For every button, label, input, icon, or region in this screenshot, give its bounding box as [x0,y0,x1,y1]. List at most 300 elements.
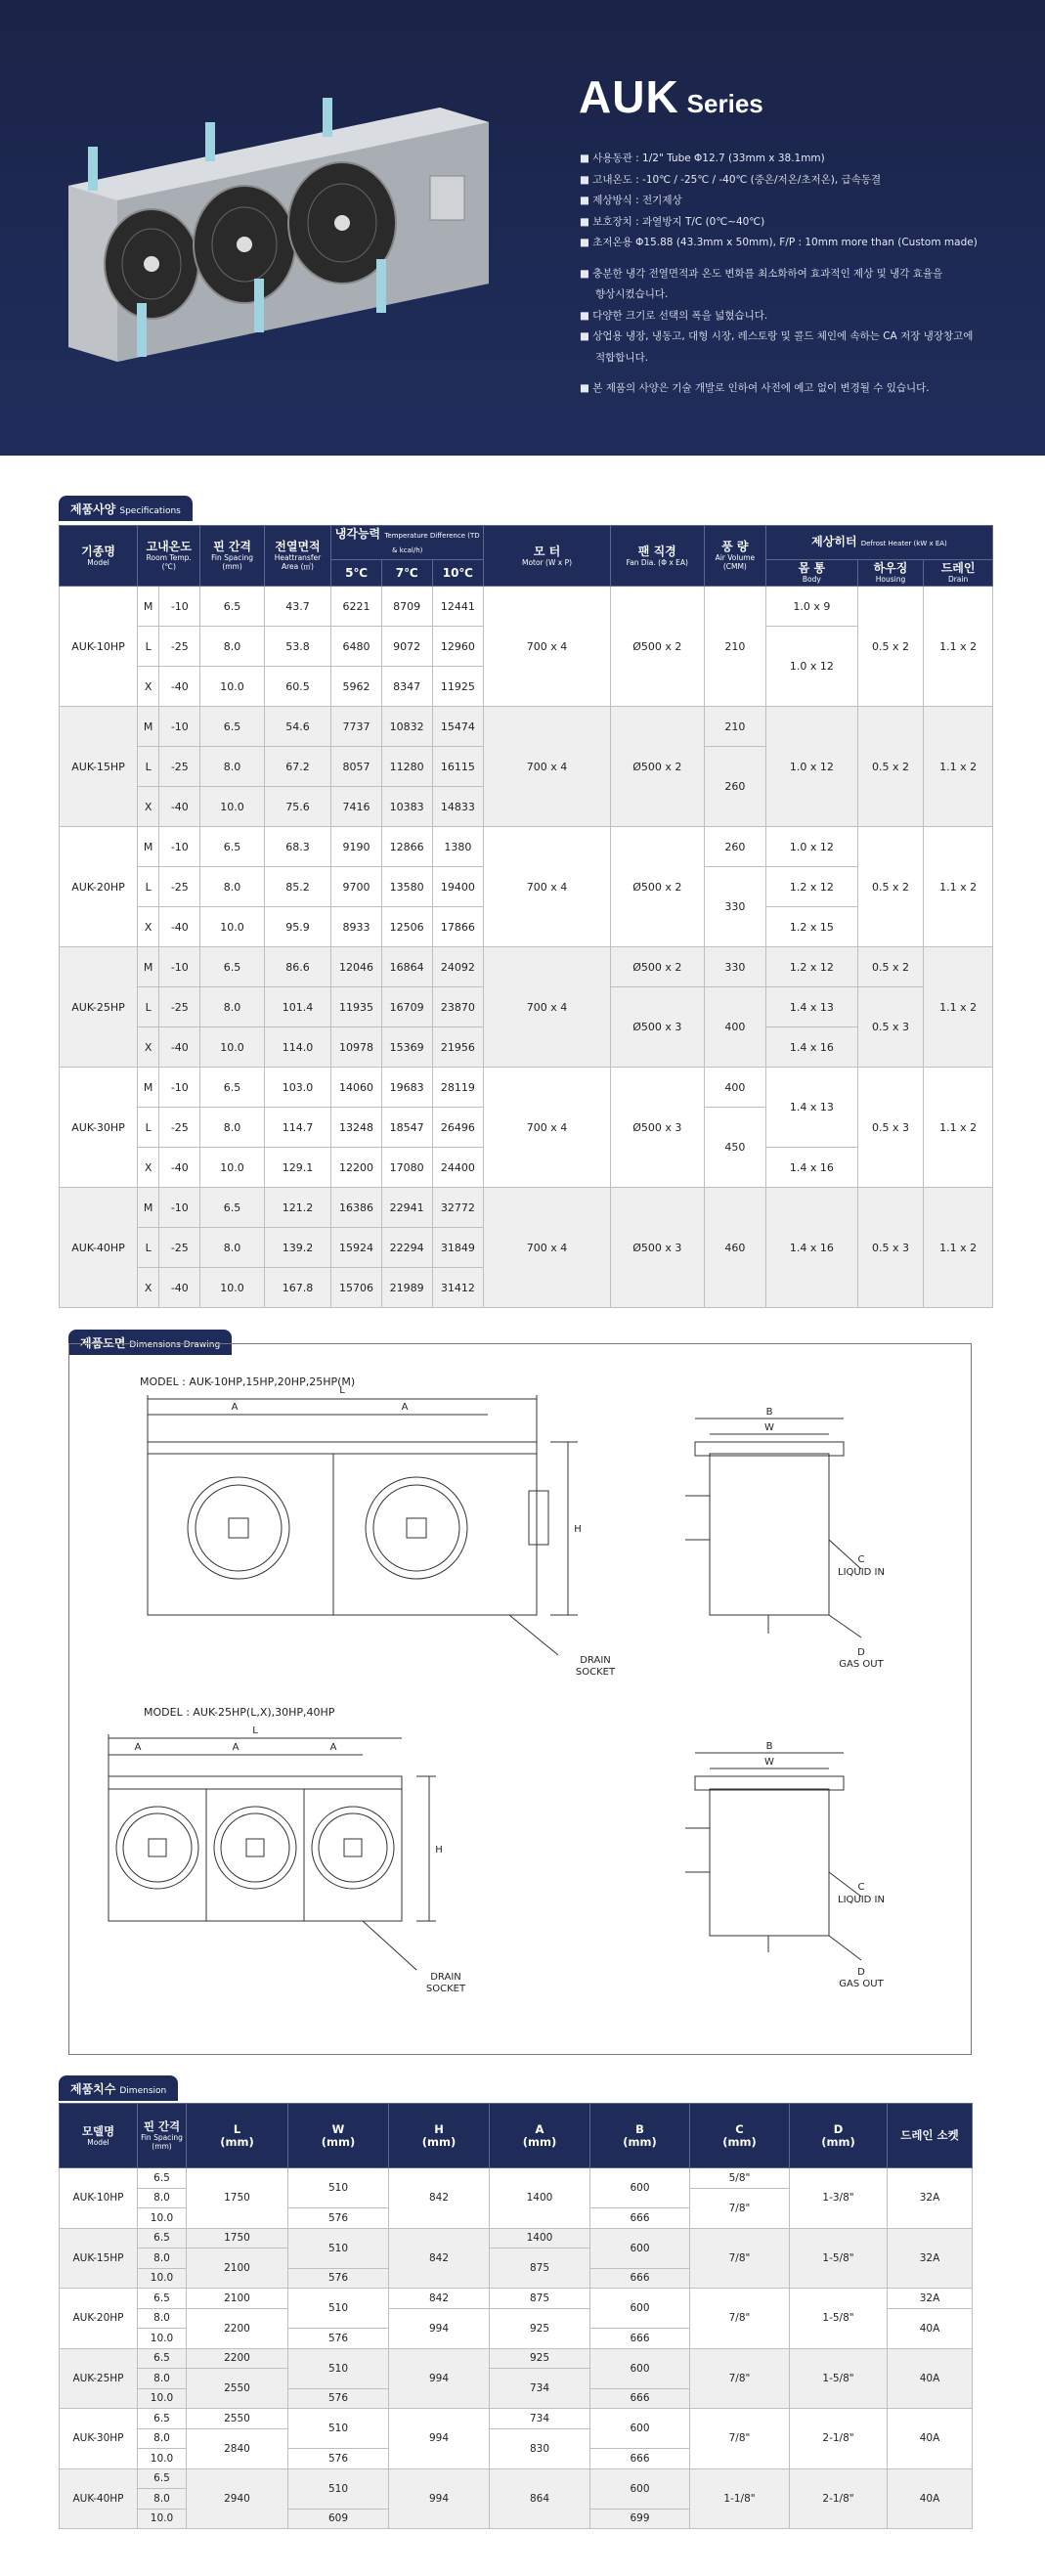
fan-cell: Ø500 x 2 [610,947,704,987]
label-a1: A [231,1402,239,1413]
dim-a-cell: 864 [490,2468,590,2529]
spec-cell: 16709 [381,987,432,1027]
fin-cell: 10.0 [138,2509,187,2529]
fin-cell: 10.0 [138,2329,187,2349]
housing-cell: 0.5 x 2 [857,947,923,987]
label-liquid-in-2: LIQUID IN [838,1895,885,1905]
dim-a-cell: 875 [490,2249,590,2289]
spec-cell: 6.5 [200,947,264,987]
fin-cell: 10.0 [138,2449,187,2469]
drain-cell: 1.1 x 2 [924,1188,993,1308]
dim-l-cell: 2840 [187,2428,288,2468]
dcol-l: L (mm) [187,2104,288,2168]
drain-cell: 1.1 x 2 [924,587,993,707]
dim-s-cell: 32A [888,2168,973,2229]
body-cell: 1.0 x 12 [765,707,857,827]
motor-cell: 700 x 4 [484,827,611,947]
model-name: AUK-20HP [60,2289,138,2349]
col-fan-dia: 팬 직경 Fan Dia. (Φ x EA) [610,526,704,587]
dim-a-cell: 925 [490,2308,590,2348]
label-liquid-in-1: LIQUID IN [838,1567,885,1578]
unit-cooler-image [29,68,518,362]
label-socket2: SOCKET [425,1984,466,1994]
spec-cell: M [138,1188,159,1228]
dim-h-cell: 994 [389,2348,490,2409]
drain-cell: 1.1 x 2 [924,827,993,947]
dim-w-cell: 510 [288,2228,389,2268]
spec-cell: 11280 [381,747,432,787]
spec-cell: 8347 [381,667,432,707]
air-cell: 210 [704,707,765,747]
spec-cell: 16115 [432,747,484,787]
spec-cell: L [138,867,159,907]
spec-cell: 23870 [432,987,484,1027]
dimension-row [60,2228,973,2249]
spec-cell: 67.2 [264,747,331,787]
label-gas-out-1: GAS OUT [839,1659,884,1670]
dim-d-cell: 1-5/8" [790,2289,888,2349]
label-drain1: DRAIN [580,1655,611,1666]
col-model: 기종명 Model [60,526,138,587]
spec-cell: 8.0 [200,987,264,1027]
housing-cell: 0.5 x 3 [857,987,923,1068]
spec-cell: 53.8 [264,627,331,667]
col-motor: 모 터 Motor (W x P) [484,526,611,587]
dcol-drain-socket: 드레인 소켓 [888,2104,973,2168]
spec-cell: 24092 [432,947,484,987]
label-c2: C [857,1882,865,1893]
series-label: Series [686,89,763,118]
fin-cell: 10.0 [138,2388,187,2409]
spec-cell: 12046 [331,947,382,987]
spec-cell: -40 [159,1268,200,1308]
dim-b-cell: 666 [590,2208,690,2229]
spec-cell: X [138,1268,159,1308]
spec-cell: M [138,587,159,627]
fin-cell: 6.5 [138,2409,187,2429]
spec-cell: 10.0 [200,667,264,707]
model-name: AUK-10HP [60,587,138,707]
spec-cell: 15706 [331,1268,382,1308]
dcol-a: A (mm) [490,2104,590,2168]
spec-row [60,1068,993,1108]
spec-cell: 7416 [331,787,382,827]
dcol-c: C (mm) [690,2104,790,2168]
model-name: AUK-30HP [60,1068,138,1188]
dimension-row [60,2409,973,2429]
fin-cell: 6.5 [138,2168,187,2189]
bullet-item: 적합합니다. [595,351,649,364]
spec-cell: 10.0 [200,1148,264,1188]
spec-cell: X [138,1027,159,1068]
body-cell: 1.4 x 16 [765,1188,857,1308]
dim-a-cell: 925 [490,2348,590,2369]
spec-row [60,1188,993,1228]
spec-cell: 6221 [331,587,382,627]
spec-cell: 10.0 [200,1027,264,1068]
spec-cell: 11925 [432,667,484,707]
dim-l-cell: 1750 [187,2228,288,2249]
motor-cell: 700 x 4 [484,707,611,827]
spec-cell: X [138,1148,159,1188]
spec-cell: 12200 [331,1148,382,1188]
fan-cell: Ø500 x 3 [610,1068,704,1188]
dim-b-cell: 666 [590,2449,690,2469]
bullet-item: ■ 다양한 크기로 선택의 폭을 넓혔습니다. [580,309,768,322]
spec-cell: 12441 [432,587,484,627]
label-w1: W [764,1422,774,1433]
spec-cell: 17080 [381,1148,432,1188]
fan-cell: Ø500 x 2 [610,707,704,827]
housing-cell: 0.5 x 2 [857,587,923,707]
dimension-row [60,2289,973,2309]
dim-w-cell: 510 [288,2348,389,2388]
drawing-model-2: MODEL : AUK-25HP(L,X),30HP,40HP [144,1706,335,1719]
housing-cell: 0.5 x 3 [857,1188,923,1308]
spec-cell: 17866 [432,907,484,947]
dim-w-cell: 510 [288,2468,389,2509]
col-room-temp: 고내온도 Room Temp. (℃) [138,526,200,587]
col-housing: 하우징 Housing [857,560,923,587]
model-name: AUK-10HP [60,2168,138,2229]
spec-cell: 14060 [331,1068,382,1108]
dim-c-cell: 7/8" [690,2409,790,2469]
bullet-item: ■ 고내온도 : -10℃ / -25℃ / -40℃ (중온/저온/초저온), 급속동결 [580,173,882,186]
dim-l-cell: 2200 [187,2308,288,2348]
label-w2: W [764,1757,774,1768]
dim-d-cell: 1-5/8" [790,2348,888,2409]
spec-cell: 114.0 [264,1027,331,1068]
body-cell: 1.0 x 9 [765,587,857,627]
air-cell: 260 [704,827,765,867]
dcol-d: D (mm) [790,2104,888,2168]
dim-d-cell: 2-1/8" [790,2409,888,2469]
dim-c-cell: 7/8" [690,2348,790,2409]
spec-cell: 22294 [381,1228,432,1268]
spec-cell: 10.0 [200,907,264,947]
dim-s-cell: 40A [888,2348,973,2409]
spec-cell: 6.5 [200,587,264,627]
label-a3: A [134,1742,142,1753]
spec-cell: 12506 [381,907,432,947]
spec-cell: 11935 [331,987,382,1027]
spec-cell: 21956 [432,1027,484,1068]
section-tab-drawing: 제품도면 Dimensions Drawing [68,1330,232,1355]
spec-cell: 75.6 [264,787,331,827]
spec-cell: X [138,667,159,707]
label-b1: B [765,1407,773,1418]
section-tab-specifications: 제품사양 Specifications [59,496,193,521]
spec-cell: -10 [159,587,200,627]
spec-cell: M [138,707,159,747]
spec-cell: 15474 [432,707,484,747]
col-defrost-heater: 제상히터 Defrost Heater (kW x EA) [765,526,992,560]
dim-w-cell: 576 [288,2208,389,2229]
col-drain: 드레인 Drain [924,560,993,587]
dcol-fin: 핀 간격 Fin Spacing (mm) [138,2104,187,2168]
spec-cell: 16864 [381,947,432,987]
fin-cell: 8.0 [138,2489,187,2510]
spec-cell: 43.7 [264,587,331,627]
spec-cell: 8933 [331,907,382,947]
label-a4: A [232,1742,239,1753]
spec-cell: 8709 [381,587,432,627]
model-name: AUK-30HP [60,2409,138,2469]
spec-cell: 8.0 [200,1228,264,1268]
fin-cell: 6.5 [138,2228,187,2249]
spec-cell: M [138,827,159,867]
air-cell: 400 [704,987,765,1068]
spec-cell: 129.1 [264,1148,331,1188]
dim-l-cell: 2100 [187,2289,288,2309]
spec-cell: 13580 [381,867,432,907]
dim-w-cell: 510 [288,2168,389,2208]
spec-cell: 24400 [432,1148,484,1188]
spec-cell: 19400 [432,867,484,907]
dim-a-cell: 734 [490,2409,590,2429]
air-cell: 450 [704,1108,765,1188]
motor-cell: 700 x 4 [484,1188,611,1308]
spec-cell: 5962 [331,667,382,707]
body-cell: 1.4 x 13 [765,987,857,1027]
spec-cell: 1380 [432,827,484,867]
dim-b-cell: 666 [590,2388,690,2409]
bullet-item: ■ 상업용 냉장, 냉동고, 대형 시장, 레스토랑 및 콜드 체인에 속하는 CA 저장 냉장창고에 [580,330,974,342]
label-l1: L [339,1385,345,1396]
col-air-volume: 풍 량 Air Volume (CMM) [704,526,765,587]
spec-cell: 14833 [432,787,484,827]
label-d2: D [857,1967,865,1978]
body-cell: 1.0 x 12 [765,827,857,867]
dim-b-cell: 699 [590,2509,690,2529]
air-cell: 330 [704,947,765,987]
spec-cell: 13248 [331,1108,382,1148]
dim-b-cell: 600 [590,2348,690,2388]
label-h1: H [574,1524,582,1535]
hero-title [579,70,763,123]
dim-w-cell: 609 [288,2509,389,2529]
dim-b-cell: 666 [590,2268,690,2289]
fin-cell: 8.0 [138,2308,187,2329]
dim-l-cell: 2940 [187,2468,288,2529]
fin-cell: 6.5 [138,2348,187,2369]
spec-cell: X [138,907,159,947]
spec-cell: 10383 [381,787,432,827]
spec-cell: 139.2 [264,1228,331,1268]
col-body: 몸 통 Body [765,560,857,587]
spec-cell: 32772 [432,1188,484,1228]
dim-d-cell: 2-1/8" [790,2468,888,2529]
housing-cell: 0.5 x 2 [857,827,923,947]
drain-cell: 1.1 x 2 [924,1068,993,1188]
spec-cell: 10978 [331,1027,382,1068]
bullet-item: ■ 사용동관 : 1/2" Tube Φ12.7 (33mm x 38.1mm) [580,153,825,164]
body-cell: 1.4 x 16 [765,1027,857,1068]
dim-b-cell: 600 [590,2228,690,2268]
dcol-b: B (mm) [590,2104,690,2168]
dim-w-cell: 576 [288,2268,389,2289]
label-drain2: DRAIN [430,1972,461,1983]
fan-cell: Ø500 x 3 [610,987,704,1068]
spec-cell: 95.9 [264,907,331,947]
drain-cell: 1.1 x 2 [924,947,993,1068]
spec-cell: -40 [159,787,200,827]
spec-cell: 19683 [381,1068,432,1108]
bullet-item: ■ 초저온용 Φ15.88 (43.3mm x 50mm), F/P : 10mm more than (Custom made) [580,237,978,248]
spec-cell: 26496 [432,1108,484,1148]
dim-a-cell: 875 [490,2289,590,2309]
dim-l-cell: 2200 [187,2348,288,2369]
dim-s-cell: 40A [888,2308,973,2348]
label-c1: C [857,1554,865,1565]
notice-text: ■ 본 제품의 사양은 기술 개발로 인하여 사전에 예고 없이 변경될 수 있습니다. [580,382,930,394]
spec-cell: 10.0 [200,787,264,827]
spec-cell: 54.6 [264,707,331,747]
spec-cell: 6.5 [200,827,264,867]
spec-cell: 10.0 [200,1268,264,1308]
fin-cell: 8.0 [138,2249,187,2269]
spec-cell: 31412 [432,1268,484,1308]
dim-b-cell: 600 [590,2289,690,2329]
dimension-table [59,2103,973,2529]
fin-cell: 8.0 [138,2369,187,2389]
spec-cell: 101.4 [264,987,331,1027]
dim-s-cell: 32A [888,2228,973,2289]
motor-cell: 700 x 4 [484,1068,611,1188]
spec-cell: 7737 [331,707,382,747]
spec-cell: 12960 [432,627,484,667]
spec-cell: 85.2 [264,867,331,907]
spec-cell: 121.2 [264,1188,331,1228]
spec-cell: 15369 [381,1027,432,1068]
model-name: AUK-20HP [60,827,138,947]
model-name: AUK-40HP [60,1188,138,1308]
fan-cell: Ø500 x 3 [610,1188,704,1308]
spec-cell: -25 [159,867,200,907]
label-d1: D [857,1647,865,1658]
spec-cell: 9072 [381,627,432,667]
fin-cell: 10.0 [138,2208,187,2229]
spec-cell: 18547 [381,1108,432,1148]
spec-cell: -40 [159,907,200,947]
dim-a-cell: 830 [490,2428,590,2468]
fan-cell: Ø500 x 2 [610,827,704,947]
model-name: AUK-15HP [60,707,138,827]
dim-h-cell: 842 [389,2289,490,2309]
spec-cell: 9190 [331,827,382,867]
housing-cell: 0.5 x 3 [857,1068,923,1188]
spec-cell: 8.0 [200,627,264,667]
spec-cell: 6.5 [200,1188,264,1228]
fin-cell: 8.0 [138,2188,187,2208]
dcol-h: H (mm) [389,2104,490,2168]
spec-cell: L [138,747,159,787]
body-cell: 1.4 x 16 [765,1148,857,1188]
spec-cell: L [138,627,159,667]
air-cell: 330 [704,867,765,947]
model-name: AUK-40HP [60,2468,138,2529]
spec-cell: 15924 [331,1228,382,1268]
dim-b-cell: 600 [590,2409,690,2449]
spec-cell: 167.8 [264,1268,331,1308]
dim-l-cell: 2100 [187,2249,288,2289]
spec-cell: 86.6 [264,947,331,987]
spec-cell: 12866 [381,827,432,867]
drawing-model-1: MODEL : AUK-10HP,15HP,20HP,25HP(M) [140,1375,356,1388]
spec-cell: M [138,947,159,987]
spec-cell: L [138,987,159,1027]
fin-cell: 6.5 [138,2289,187,2309]
body-cell: 1.4 x 13 [765,1068,857,1148]
bullet-item: ■ 보호장치 : 과열방지 T/C (0℃~40℃) [580,215,765,228]
drain-cell: 1.1 x 2 [924,707,993,827]
spec-cell: -25 [159,1228,200,1268]
spec-cell: -25 [159,627,200,667]
spec-cell: 60.5 [264,667,331,707]
label-a5: A [329,1742,337,1753]
dimensions-drawing [68,1343,972,2055]
label-a2: A [401,1402,409,1413]
air-cell: 210 [704,587,765,707]
spec-cell: -10 [159,947,200,987]
spec-cell: -10 [159,1068,200,1108]
fin-cell: 6.5 [138,2468,187,2489]
spec-cell: 16386 [331,1188,382,1228]
col-fin-spacing: 핀 간격 Fin Spacing (mm) [200,526,264,587]
drawing-svg [69,1344,973,2056]
spec-cell: 8.0 [200,1108,264,1148]
dim-w-cell: 576 [288,2388,389,2409]
spec-cell: 6480 [331,627,382,667]
specifications-table [59,525,993,1308]
label-b2: B [765,1741,773,1752]
fan-cell: Ø500 x 2 [610,587,704,707]
dim-c-cell: 5/8" [690,2168,790,2189]
spec-cell: 103.0 [264,1068,331,1108]
spec-cell: 10832 [381,707,432,747]
model-name: AUK-25HP [60,947,138,1068]
bullet-item: ■ 충분한 냉각 전열면적과 온도 변화를 최소화하여 효과적인 제상 및 냉각 효율을 [580,267,943,280]
dim-s-cell: 40A [888,2409,973,2469]
spec-cell: 8.0 [200,747,264,787]
dim-b-cell: 600 [590,2168,690,2208]
dim-h-cell: 994 [389,2468,490,2529]
feature-list [580,149,978,400]
spec-cell: -10 [159,707,200,747]
body-cell: 1.2 x 12 [765,867,857,907]
spec-cell: 68.3 [264,827,331,867]
air-cell: 260 [704,747,765,827]
spec-cell: M [138,1068,159,1108]
dim-h-cell: 994 [389,2308,490,2348]
col-td7: 7℃ [381,560,432,587]
spec-cell: L [138,1108,159,1148]
series-name: AUK [579,71,679,122]
dim-l-cell: 2550 [187,2409,288,2429]
dim-h-cell: 994 [389,2409,490,2469]
dim-c-cell: 1-1/8" [690,2468,790,2529]
label-socket1: SOCKET [575,1667,616,1678]
dim-d-cell: 1-5/8" [790,2228,888,2289]
dim-a-cell: 1400 [490,2168,590,2229]
dim-c-cell: 7/8" [690,2228,790,2289]
spec-row [60,707,993,747]
fin-cell: 10.0 [138,2268,187,2289]
section-tab-dimension: 제품치수 Dimension [59,2075,178,2101]
dimension-row [60,2348,973,2369]
spec-cell: -10 [159,827,200,867]
dim-h-cell: 842 [389,2168,490,2229]
